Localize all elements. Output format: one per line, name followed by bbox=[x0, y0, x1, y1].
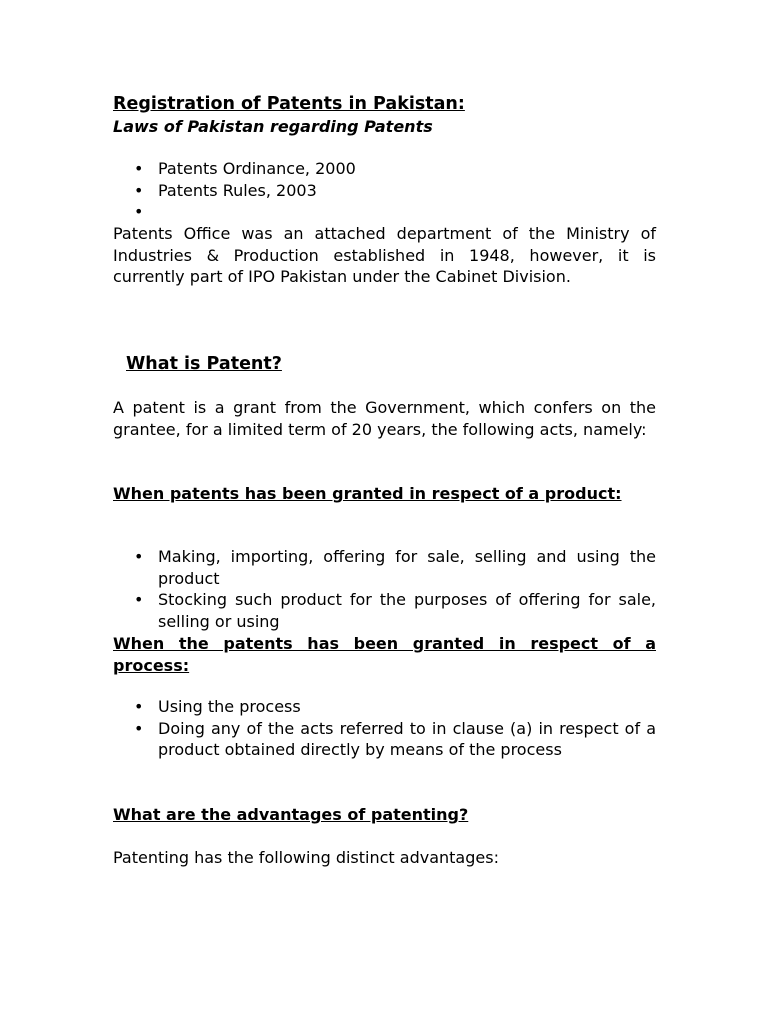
bullet-icon: • bbox=[134, 180, 144, 200]
list-item-text: Using the process bbox=[158, 697, 301, 716]
document-title: Registration of Patents in Pakistan: bbox=[113, 94, 465, 114]
product-section-heading: When patents has been granted in respect of a product: bbox=[113, 484, 622, 503]
list-item-text: Patents Ordinance, 2000 bbox=[158, 159, 356, 178]
process-acts-list bbox=[134, 696, 656, 761]
office-paragraph: Patents Office was an attached department of the Ministry of Industries & Production established in 1948, however, it is currently part of IPO Pakistan under the Cabinet Division. bbox=[113, 224, 656, 287]
bullet-icon: • bbox=[134, 697, 144, 716]
process-section-heading: When the patents has been granted in respect of a process: bbox=[113, 634, 656, 675]
advantages-heading: What are the advantages of patenting? bbox=[113, 805, 469, 824]
list-item-text: Patents Rules, 2003 bbox=[158, 180, 317, 200]
list-item bbox=[134, 589, 656, 632]
list-item bbox=[134, 546, 656, 589]
patent-definition-paragraph: A patent is a grant from the Government, which confers on the grantee, for a limited term of 20 years, the following acts, namely: bbox=[113, 398, 656, 439]
bullet-icon: • bbox=[134, 202, 144, 222]
what-is-patent-heading: What is Patent? bbox=[126, 354, 282, 374]
list-item bbox=[134, 201, 656, 223]
list-item bbox=[134, 180, 656, 202]
list-item-text: Doing any of the acts referred to in clause (a) in respect of a product obtained directly by means of the process bbox=[158, 718, 656, 760]
laws-list bbox=[134, 158, 656, 223]
bullet-icon: • bbox=[134, 718, 144, 738]
bullet-icon: • bbox=[134, 590, 144, 610]
product-acts-list bbox=[134, 546, 656, 632]
advantages-paragraph: Patenting has the following distinct advantages: bbox=[113, 848, 499, 867]
bullet-icon: • bbox=[134, 159, 144, 178]
document-subtitle: Laws of Pakistan regarding Patents bbox=[113, 117, 433, 136]
list-item-text: Stocking such product for the purposes of offering for sale, selling or using bbox=[158, 590, 656, 631]
list-item bbox=[134, 696, 656, 718]
list-item bbox=[134, 158, 656, 180]
list-item-text: Making, importing, offering for sale, selling and using the product bbox=[158, 547, 656, 588]
list-item bbox=[134, 718, 656, 761]
bullet-icon: • bbox=[134, 547, 144, 566]
